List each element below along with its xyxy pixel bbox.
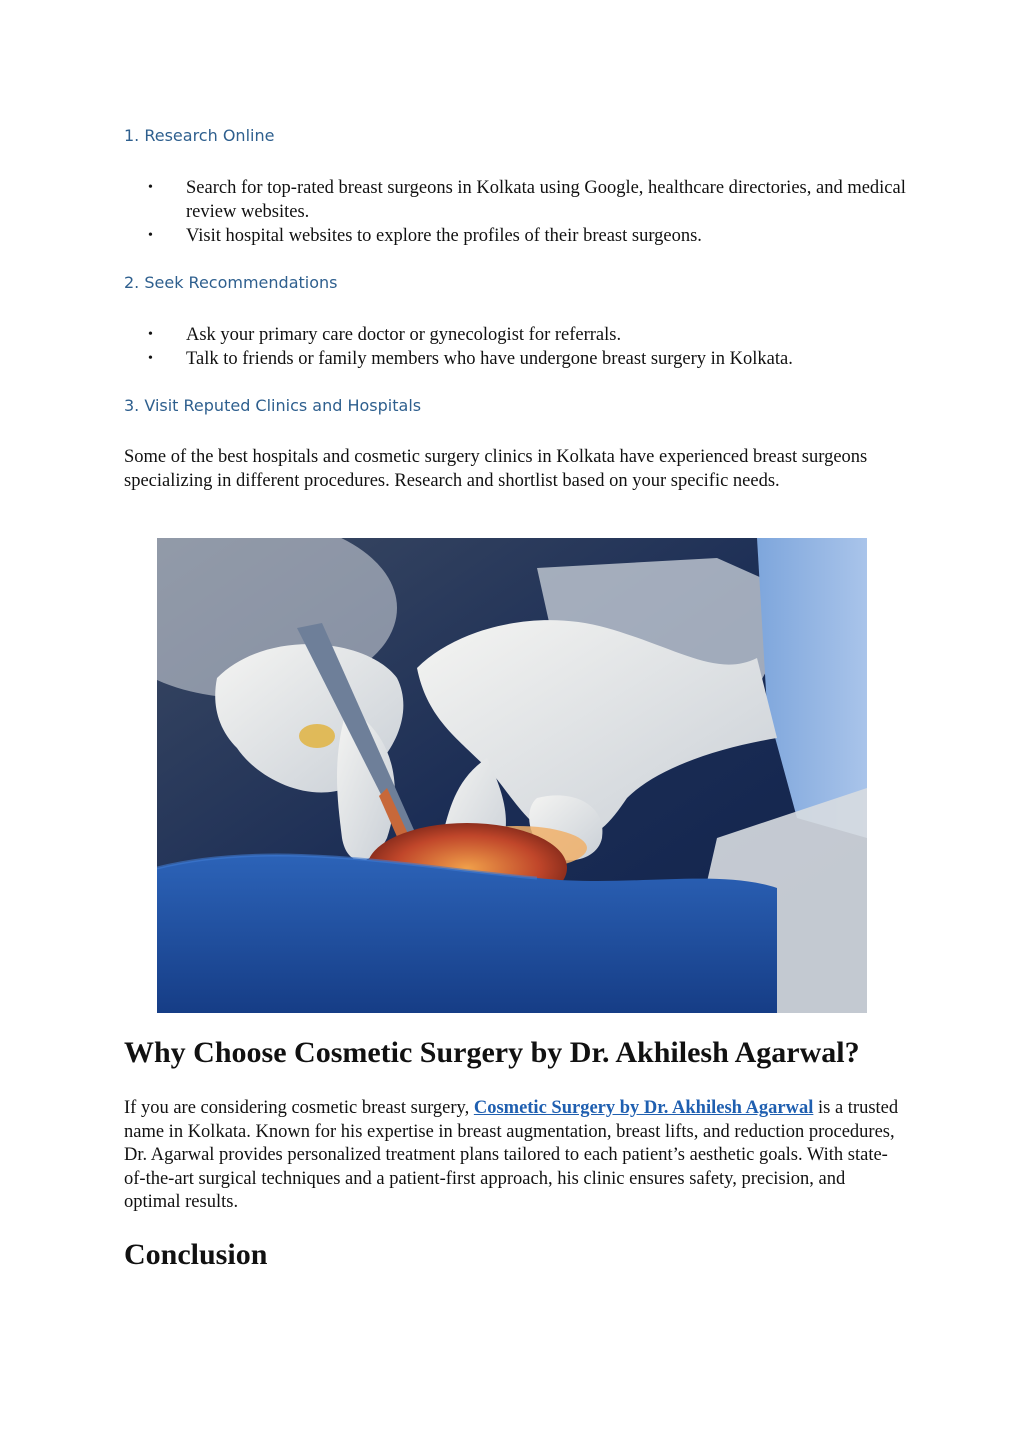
seek-recommendations-list	[148, 323, 908, 371]
list-item	[148, 347, 908, 371]
research-online-list	[148, 176, 908, 248]
section-heading-visit-clinics: 3. Visit Reputed Clinics and Hospitals	[124, 396, 422, 415]
conclusion-heading: Conclusion	[124, 1238, 268, 1271]
why-choose-paragraph	[124, 1097, 899, 1215]
clinics-paragraph: Some of the best hospitals and cosmetic surgery clinics in Kolkata have experienced breast surgeons specializing in different procedures. Research and shortlist based on your specific needs.	[124, 447, 868, 491]
section-heading-seek-recommendations: 2. Seek Recommendations	[124, 273, 338, 292]
list-item-text: Search for top-rated breast surgeons in Kolkata using Google, healthcare directories, and medical review websites.	[186, 178, 906, 222]
section-heading-research-online: 1. Research Online	[124, 126, 275, 145]
surgery-photo-illustration	[157, 538, 867, 1013]
list-item	[148, 176, 908, 224]
list-item	[148, 323, 908, 347]
why-choose-heading: Why Choose Cosmetic Surgery by Dr. Akhilesh Agarwal?	[124, 1036, 860, 1069]
list-item-text: Visit hospital websites to explore the profiles of their breast surgeons.	[186, 226, 702, 246]
bullet-icon: •	[148, 351, 153, 366]
why-choose-text-before: If you are considering cosmetic breast surgery,	[124, 1098, 474, 1118]
bullet-icon: •	[148, 180, 153, 195]
surgery-photo	[157, 538, 867, 1013]
list-item	[148, 224, 908, 248]
dr-agarwal-link[interactable]: Cosmetic Surgery by Dr. Akhilesh Agarwal	[473, 1098, 814, 1118]
list-item-text: Ask your primary care doctor or gynecologist for referrals.	[186, 325, 622, 345]
bullet-icon: •	[148, 327, 153, 342]
bullet-icon: •	[148, 228, 153, 243]
list-item-text: Talk to friends or family members who have undergone breast surgery in Kolkata.	[186, 349, 793, 369]
why-choose-text-after: is a trusted name in Kolkata. Known for his expertise in breast augmentation, breast lifts, and reduction procedures, Dr. Agarwal provides personalized treatment plans tailored to each patient’s aesthetic goals. With state-of-the-art surgical techniques and a patient-first approach, his clinic ensures safety, precision, and optimal results.	[124, 1098, 899, 1212]
